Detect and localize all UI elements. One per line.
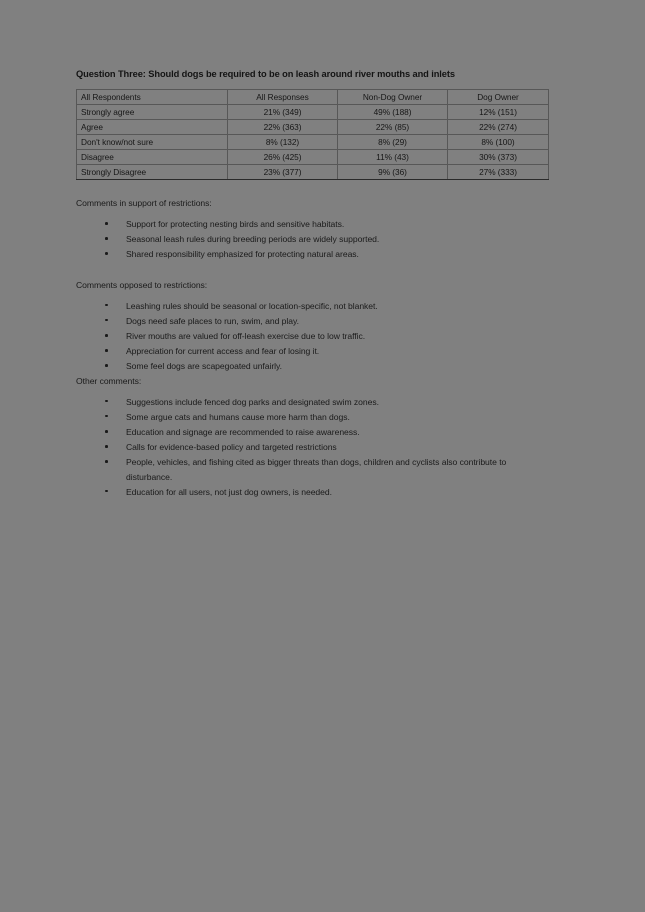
column-header-non-dog-owner: Non-Dog Owner	[338, 90, 448, 105]
column-header-respondents: All Respondents	[77, 90, 228, 105]
cell-dog-owner: 22% (274)	[448, 120, 549, 135]
row-label: Don't know/not sure	[77, 135, 228, 150]
list-item-text: People, vehicles, and fishing cited as bigger threats than dogs, children and cyclists also contribute to disturbance.	[126, 457, 507, 482]
list-item	[76, 299, 554, 313]
list-item	[76, 217, 554, 231]
cell-dog-owner: 30% (373)	[448, 150, 549, 165]
bullet-dot-icon	[105, 460, 108, 463]
section-other-comments	[76, 375, 554, 499]
table-row	[77, 165, 549, 180]
table-header	[77, 90, 549, 105]
cell-dog-owner: 8% (100)	[448, 135, 549, 150]
list-item	[76, 425, 554, 439]
section-comments-in-support	[76, 197, 554, 262]
row-label: Agree	[77, 120, 228, 135]
list-item	[76, 359, 554, 373]
section-heading: Other comments:	[76, 375, 142, 386]
bullet-list	[76, 395, 554, 499]
list-item-text: River mouths are valued for off-leash exercise due to low traffic.	[126, 331, 366, 342]
cell-all-responses: 23% (377)	[228, 165, 338, 180]
survey-results-table	[76, 89, 549, 180]
list-item-text: Calls for evidence-based policy and targeted restrictions	[126, 442, 337, 453]
table-row	[77, 135, 549, 150]
list-item-text: Seasonal leash rules during breeding periods are widely supported.	[126, 234, 380, 245]
list-item-text: Dogs need safe places to run, swim, and play.	[126, 315, 299, 326]
list-item	[76, 247, 554, 261]
bullet-dot-icon	[105, 430, 108, 433]
list-item-text: Some feel dogs are scapegoated unfairly.	[126, 361, 282, 372]
list-item	[76, 344, 554, 358]
bullet-list	[76, 299, 554, 374]
bullet-dot-icon	[105, 364, 108, 367]
list-item-text: Education for all users, not just dog owners, is needed.	[126, 486, 332, 497]
bullet-dot-icon	[105, 252, 108, 255]
list-item	[76, 232, 554, 246]
column-header-dog-owner: Dog Owner	[448, 90, 549, 105]
table-row	[77, 150, 549, 165]
list-item	[76, 440, 554, 454]
cell-non-dog-owner: 9% (36)	[338, 165, 448, 180]
cell-non-dog-owner: 49% (188)	[338, 105, 448, 120]
list-item	[76, 410, 554, 424]
cell-non-dog-owner: 11% (43)	[338, 150, 448, 165]
table-header-row	[77, 90, 549, 105]
list-item-text: Appreciation for current access and fear of losing it.	[126, 346, 320, 357]
bullet-dot-icon	[105, 304, 108, 307]
bullet-dot-icon	[105, 349, 108, 352]
column-header-all-responses: All Responses	[228, 90, 338, 105]
table-body	[77, 105, 549, 180]
document-content	[76, 68, 554, 500]
bullet-dot-icon	[105, 445, 108, 448]
bullet-dot-icon	[105, 237, 108, 240]
bullet-dot-icon	[105, 222, 108, 225]
list-item	[76, 395, 554, 409]
cell-all-responses: 8% (132)	[228, 135, 338, 150]
table-row	[77, 120, 549, 135]
bullet-dot-icon	[105, 334, 108, 337]
list-item-text: Suggestions include fenced dog parks and designated swim zones.	[126, 396, 379, 407]
row-label: Disagree	[77, 150, 228, 165]
list-item-text: Some argue cats and humans cause more harm than dogs.	[126, 411, 350, 422]
list-item-text: Education and signage are recommended to raise awareness.	[126, 427, 360, 438]
cell-all-responses: 22% (363)	[228, 120, 338, 135]
list-item	[76, 455, 554, 483]
cell-all-responses: 21% (349)	[228, 105, 338, 120]
list-item	[76, 314, 554, 328]
section-heading: Comments opposed to restrictions:	[76, 279, 208, 290]
bullet-dot-icon	[105, 400, 108, 403]
cell-dog-owner: 27% (333)	[448, 165, 549, 180]
cell-all-responses: 26% (425)	[228, 150, 338, 165]
section-comments-opposed	[76, 279, 554, 374]
bullet-dot-icon	[105, 490, 108, 493]
row-label: Strongly agree	[77, 105, 228, 120]
table-row	[77, 105, 549, 120]
page-title: Question Three: Should dogs be required to be on leash around river mouths and inlets	[76, 69, 455, 79]
list-item-text: Support for protecting nesting birds and sensitive habitats.	[126, 219, 345, 229]
list-item-text: Shared responsibility emphasized for protecting natural areas.	[126, 249, 359, 260]
section-heading: Comments in support of restrictions:	[76, 198, 212, 208]
bullet-list	[76, 217, 554, 262]
bullet-dot-icon	[105, 319, 108, 322]
cell-dog-owner: 12% (151)	[448, 105, 549, 120]
bullet-dot-icon	[105, 415, 108, 418]
cell-non-dog-owner: 8% (29)	[338, 135, 448, 150]
list-item	[76, 485, 554, 499]
cell-non-dog-owner: 22% (85)	[338, 120, 448, 135]
row-label: Strongly Disagree	[77, 165, 228, 180]
list-item	[76, 329, 554, 343]
list-item-text: Leashing rules should be seasonal or location-specific, not blanket.	[126, 300, 378, 311]
